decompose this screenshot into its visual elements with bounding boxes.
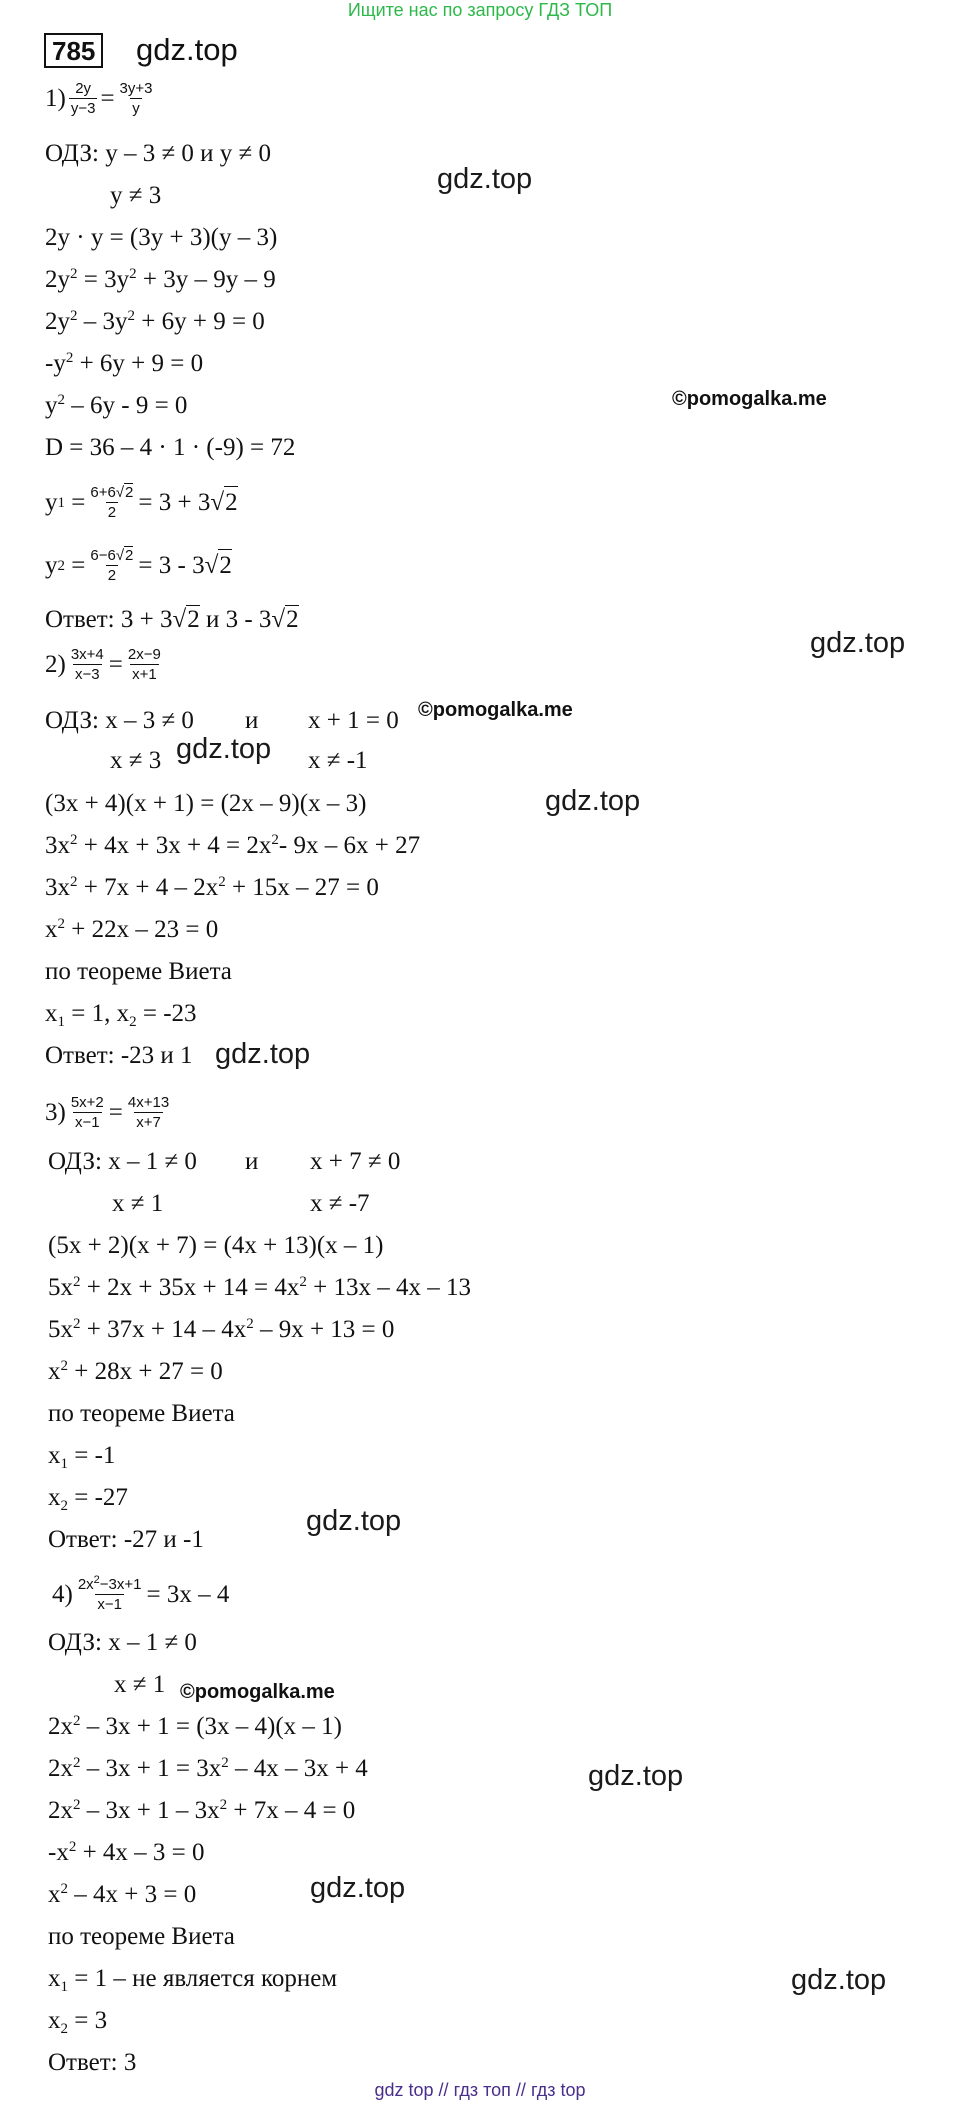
p2-step: $x^2 + 22x - 23 = 0$ — [45, 916, 219, 943]
p1-step: $2y^2 = 3y^2 + 3y - 9y - 9$ — [45, 266, 276, 293]
p3-step: $5x^2 + 37x + 14 - 4x^2 - 9x + 13 = 0$ — [48, 1316, 395, 1343]
p4-step: $2x^2 - 3x + 1 = (3x - 4)(x - 1)$ — [48, 1713, 342, 1740]
footer-links — [0, 2080, 960, 2101]
p2-roots: $x_1 = 1$, $x_2 = -23$ — [45, 1000, 197, 1030]
p1-step: 2y · y = (3y + 3)(y – 3) — [45, 224, 278, 251]
p3-odz: ОДЗ: x – 1 ≠ 0 — [48, 1148, 197, 1175]
p4-equation: 4) $\frac{2x^2-3x+1}{x-1}$ = 3x – 4 — [52, 1574, 230, 1613]
watermark: gdz.top — [437, 163, 533, 195]
p2-lhs-fraction: $\frac{3x+4}{x-3}$ — [70, 646, 104, 683]
copyright-watermark: ©pomogalka.me — [418, 699, 573, 721]
p1-odz: ОДЗ: y – 3 ≠ 0 и y ≠ 0 — [45, 140, 272, 167]
p1-odz-result: y ≠ 3 — [110, 182, 162, 209]
p1-step: $-y^2 + 6y + 9 = 0$ — [45, 350, 204, 377]
p2-step: $3x^2 + 7x + 4 - 2x^2 + 15x - 27 = 0$ — [45, 874, 379, 901]
watermark: gdz.top — [310, 1872, 406, 1904]
p3-odz-and: и — [245, 1148, 259, 1175]
p3-odz-b: x + 7 ≠ 0 — [310, 1148, 401, 1175]
top-banner[interactable]: Ищите нас по запросу ГДЗ ТОП — [347, 0, 613, 20]
p3-lhs-fraction: $\frac{5x+2}{x-1}$ — [70, 1094, 104, 1131]
footer-link-1[interactable]: gdz top — [374, 2080, 434, 2100]
watermark: gdz.top — [791, 1964, 887, 1996]
watermark: gdz.top — [306, 1505, 402, 1537]
p4-odz-result: x ≠ 1 — [114, 1671, 166, 1698]
p1-answer: Ответ: 3 + 3√2 и 3 - 3√2 — [45, 606, 299, 633]
watermark: gdz.top — [215, 1038, 311, 1070]
watermark: gdz.top — [588, 1760, 684, 1792]
watermark: gdz.top — [176, 733, 272, 765]
p3-equation: 3) $\frac{5x+2}{x-1}$ = $\frac{4x+13}{x+7}$ — [45, 1094, 170, 1131]
p4-answer: Ответ: 3 — [48, 2049, 137, 2076]
p2-step: $3x^2 + 4x + 3x + 4 = 2x^2-$ 9x – 6x + 27 — [45, 832, 421, 859]
p1-root-2: y 2 = $\frac{6-6√2}{2}$ = 3 - 3 √ 2 — [45, 547, 232, 584]
p4-odz: ОДЗ: x – 1 ≠ 0 — [48, 1629, 197, 1656]
copyright-watermark: ©pomogalka.me — [180, 1681, 335, 1703]
p2-odz-and: и — [245, 707, 259, 734]
p3-vieta: по теореме Виета — [48, 1400, 235, 1427]
p1-label: 1) — [45, 84, 66, 112]
p1-lhs-fraction: $\frac{2y}{y-3}$ — [70, 80, 96, 117]
p2-odz-b: x + 1 = 0 — [308, 707, 399, 734]
p3-odz-result: x ≠ 1 — [112, 1190, 164, 1217]
p4-lhs-fraction: $\frac{2x^2-3x+1}{x-1}$ — [77, 1574, 142, 1613]
footer-link-3[interactable]: гдз top — [530, 2080, 586, 2100]
p2-equation: 2) $\frac{3x+4}{x-3}$ = $\frac{2x-9}{x+1}$ — [45, 646, 161, 683]
p4-step: $2x^2 - 3x + 1 - 3x^2 + 7x - 4 = 0$ — [48, 1797, 356, 1824]
p3-step: $x^2 + 28x + 27 = 0$ — [48, 1358, 223, 1385]
copyright-watermark: ©pomogalka.me — [672, 388, 827, 410]
p2-odz-result: x ≠ 3 — [110, 747, 162, 774]
p2-vieta: по теореме Виета — [45, 958, 232, 985]
footer-separator: // — [438, 2080, 449, 2100]
p4-root-2: $x_2 = 3$ — [48, 2007, 108, 2037]
p1-rhs-fraction: $\frac{3y+3}{y}$ — [119, 80, 153, 117]
footer-link-2[interactable]: гдз топ — [453, 2080, 511, 2100]
p1-root-1: y 1 = $\frac{6+6√2}{2}$ = 3 + 3 √ 2 — [45, 484, 238, 521]
p2-answer: Ответ: -23 и 1 — [45, 1042, 193, 1069]
p4-step: $-x^2 + 4x - 3 = 0$ — [48, 1839, 205, 1866]
site-title: gdz.top — [136, 32, 238, 67]
p4-root-1: $x_1 = 1$ – не является корнем — [48, 1965, 338, 1995]
p2-rhs-fraction: $\frac{2x-9}{x+1}$ — [127, 646, 161, 683]
p4-label: 4) — [52, 1580, 73, 1608]
p4-step: $x^2 - 4x + 3 = 0$ — [48, 1881, 197, 1908]
p2-label: 2) — [45, 650, 66, 678]
p1-step: $2y^2 - 3y^2 + 6y + 9 = 0$ — [45, 308, 265, 335]
p3-step: (5x + 2)(x + 7) = (4x + 13)(x – 1) — [48, 1232, 384, 1259]
p3-answer: Ответ: -27 и -1 — [48, 1526, 204, 1553]
p2-step: (3x + 4)(x + 1) = (2x – 9)(x – 3) — [45, 790, 367, 817]
watermark: gdz.top — [810, 627, 906, 659]
watermark: gdz.top — [545, 785, 641, 817]
p4-vieta: по теореме Виета — [48, 1923, 235, 1950]
p4-step: $2x^2 - 3x + 1 = 3x^2 - 4x - 3x + 4$ — [48, 1755, 368, 1782]
footer-separator: // — [515, 2080, 526, 2100]
exercise-number: 785 — [44, 33, 103, 68]
p3-root-2: $x_2 = -27$ — [48, 1484, 128, 1514]
p1-discriminant: D = 36 – 4 · 1 · (-9) = 72 — [45, 434, 296, 461]
p3-rhs-fraction: $\frac{4x+13}{x+7}$ — [127, 1094, 170, 1131]
p3-odz-result: x ≠ -7 — [310, 1190, 370, 1217]
p3-label: 3) — [45, 1098, 66, 1126]
p3-step: $5x^2 + 2x + 35x + 14 = 4x^2 + 13x - 4x - 13$ — [48, 1274, 472, 1301]
p2-odz-result: x ≠ -1 — [308, 747, 368, 774]
p3-root-1: $x_1 = -1$ — [48, 1442, 116, 1472]
p1-equation: 1) $\frac{2y}{y-3}$ = $\frac{3y+3}{y}$ — [45, 80, 153, 117]
p1-step: $y^2 - 6y - 9 = 0$ — [45, 392, 188, 419]
p2-odz: ОДЗ: x – 3 ≠ 0 — [45, 707, 194, 734]
